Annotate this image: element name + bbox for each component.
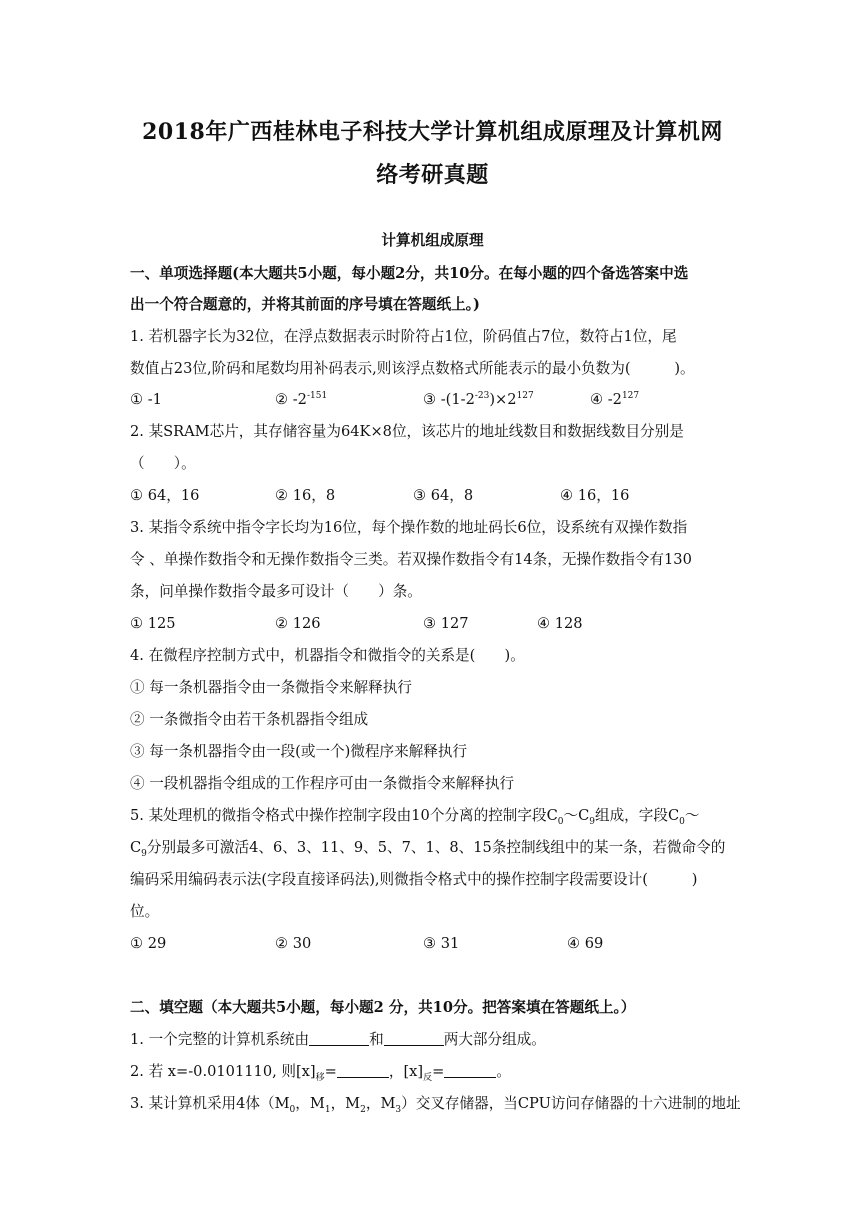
q5-line2-subscript: 9 <box>141 848 147 859</box>
q1-option-3 <box>423 390 534 410</box>
fill-q3 <box>130 1094 740 1114</box>
q2-line2: （ ）。 <box>130 455 196 472</box>
q1-line2: 数值占23位,阶码和尾数均用补码表示,则该浮点数格式所能表示的最小负数为( )。 <box>130 360 695 377</box>
fill-q3-part-c: ，M <box>330 1095 361 1112</box>
fill-q1-blank-2[interactable] <box>384 1031 444 1046</box>
q3-option-1: ① 125 <box>130 615 176 632</box>
q3-option-2: ② 126 <box>275 615 321 632</box>
q2-option-2: ② 16，8 <box>275 487 336 504</box>
q1-option-2-exponent: -151 <box>306 391 328 402</box>
fill-q3-part-a: 3. 某计算机采用4体（M <box>130 1095 290 1112</box>
q2-option-1: ① 64，16 <box>130 487 200 504</box>
fill-q1-part-b: 和 <box>369 1031 384 1048</box>
q1-option-3-exponent-2: 127 <box>516 391 534 402</box>
part2-heading: 二、填空题（本大题共5小题，每小题2 分，共10分。把答案填在答题纸上。） <box>130 999 636 1016</box>
q4-line1: 4. 在微程序控制方式中，机器指令和微指令的关系是( )。 <box>130 647 525 664</box>
q3-line1: 3. 某指令系统中指令字长均为16位，每个操作数的地址码长6位，设系统有双操作数指 <box>130 519 688 536</box>
q5-line1-subscript-1: 0 <box>557 816 564 827</box>
q3-line2: 令 、单操作数指令和无操作数指令三类。若双操作数指令有14条，无操作数指令有130 <box>130 551 692 568</box>
fill-q1-part-a: 1. 一个完整的计算机系统由 <box>130 1031 310 1048</box>
q4-option-3: ③ 每一条机器指令由一段(或一个)微程序来解释执行 <box>130 743 468 760</box>
q5-line1-part-c: 组成，字段C <box>594 807 680 824</box>
q5-line4: 位。 <box>130 903 160 920</box>
fill-q2-part-b: = <box>324 1063 337 1080</box>
q1-option-3-part-b: )×2 <box>489 391 517 408</box>
fill-q2 <box>130 1062 740 1082</box>
fill-q3-part-e: ）交叉存储器，当CPU访问存储器的十六进制的地址 <box>401 1095 741 1112</box>
q1-option-4-base: ④ -2 <box>590 391 622 408</box>
q4-option-4: ④ 一段机器指令组成的工作程序可由一条微指令来解释执行 <box>130 775 515 792</box>
q5-line1-subscript-3: 0 <box>679 816 685 827</box>
fill-q3-subscript-0: 0 <box>289 1104 296 1115</box>
q1-option-1: ① -1 <box>130 391 162 408</box>
q1-line1: 1. 若机器字长为32位，在浮点数据表示时阶符占1位，阶码值占7位，数符占1位，尾 <box>130 328 677 345</box>
q2-line1: 2. 某SRAM芯片，其存储容量为64K×8位，该芯片的地址线数目和数据线数目分别是 <box>130 423 684 440</box>
q2-option-3: ③ 64，8 <box>413 487 474 504</box>
fill-q3-subscript-2: 2 <box>360 1104 366 1115</box>
fill-q1-part-c: 两大部分组成。 <box>443 1031 546 1048</box>
q5-line3: 编码采用编码表示法(字段直接译码法),则微指令格式中的操作控制字段需要设计( ) <box>130 871 698 888</box>
part1-heading-line2: 出一个符合题意的，并将其前面的序号填在答题纸上。) <box>130 296 480 313</box>
q3-option-4: ④ 128 <box>537 615 583 632</box>
document-title-line2: 络考研真题 <box>376 162 489 188</box>
fill-q3-part-b: ，M <box>295 1095 325 1112</box>
q2-option-4: ④ 16，16 <box>560 487 630 504</box>
q1-option-2-base: ② -2 <box>275 391 307 408</box>
q1-option-4 <box>590 390 639 410</box>
fill-q3-part-d: ，M <box>365 1095 396 1112</box>
fill-q2-subscript-2: 反 <box>423 1072 433 1083</box>
q5-line2-part-b: 分别最多可激活4、6、3、11、9、5、7、1、8、15条控制线组中的某一条，若微命令的 <box>146 839 726 856</box>
q1-option-3-exponent-1: -23 <box>474 391 490 402</box>
fill-q2-blank-1[interactable] <box>337 1063 389 1078</box>
q4-option-1: ① 每一条机器指令由一条微指令来解释执行 <box>130 679 412 696</box>
q5-option-4: ④ 69 <box>567 935 604 952</box>
section-title: 计算机组成原理 <box>381 232 484 249</box>
q5-option-1: ① 29 <box>130 935 167 952</box>
fill-q2-part-a: 2. 若 x=-0.0101110, 则[x] <box>130 1063 316 1080</box>
q5-line1-subscript-2: 9 <box>589 816 595 827</box>
q5-line1-part-b: ～C <box>563 807 590 824</box>
fill-q2-part-c: ，[x] <box>388 1063 424 1080</box>
q1-option-4-exponent: 127 <box>621 391 640 402</box>
q5-line1-part-d: ～ <box>684 807 700 824</box>
fill-q1 <box>130 1030 740 1050</box>
q5-line2-part-a: C <box>130 839 142 856</box>
fill-q3-subscript-1: 1 <box>324 1104 331 1115</box>
fill-q2-part-e: 。 <box>496 1063 511 1080</box>
q5-line2 <box>130 838 740 858</box>
q5-line1-part-a: 5. 某处理机的微指令格式中操作控制字段由10个分离的控制字段C <box>130 807 558 824</box>
q3-line3: 条，问单操作数指令最多可设计（ ）条。 <box>130 583 422 600</box>
q1-option-3-part-a: ③ -(1-2 <box>423 391 475 408</box>
part1-heading-line1: 一、单项选择题(本大题共5小题，每小题2分，共10分。在每小题的四个备选答案中选 <box>130 265 689 282</box>
q4-option-2: ② 一条微指令由若干条机器指令组成 <box>130 711 369 728</box>
q5-option-2: ② 30 <box>275 935 312 952</box>
fill-q2-subscript-1: 移 <box>315 1072 325 1083</box>
q5-line1 <box>130 806 740 826</box>
fill-q3-subscript-3: 3 <box>395 1104 402 1115</box>
document-title-line1: 2018年广西桂林电子科技大学计算机组成原理及计算机网 <box>142 119 723 145</box>
fill-q2-blank-2[interactable] <box>444 1063 496 1078</box>
fill-q1-blank-1[interactable] <box>309 1031 369 1046</box>
fill-q2-part-d: = <box>432 1063 445 1080</box>
q3-option-3: ③ 127 <box>423 615 469 632</box>
q1-option-2 <box>275 390 327 410</box>
q5-option-3: ③ 31 <box>423 935 460 952</box>
